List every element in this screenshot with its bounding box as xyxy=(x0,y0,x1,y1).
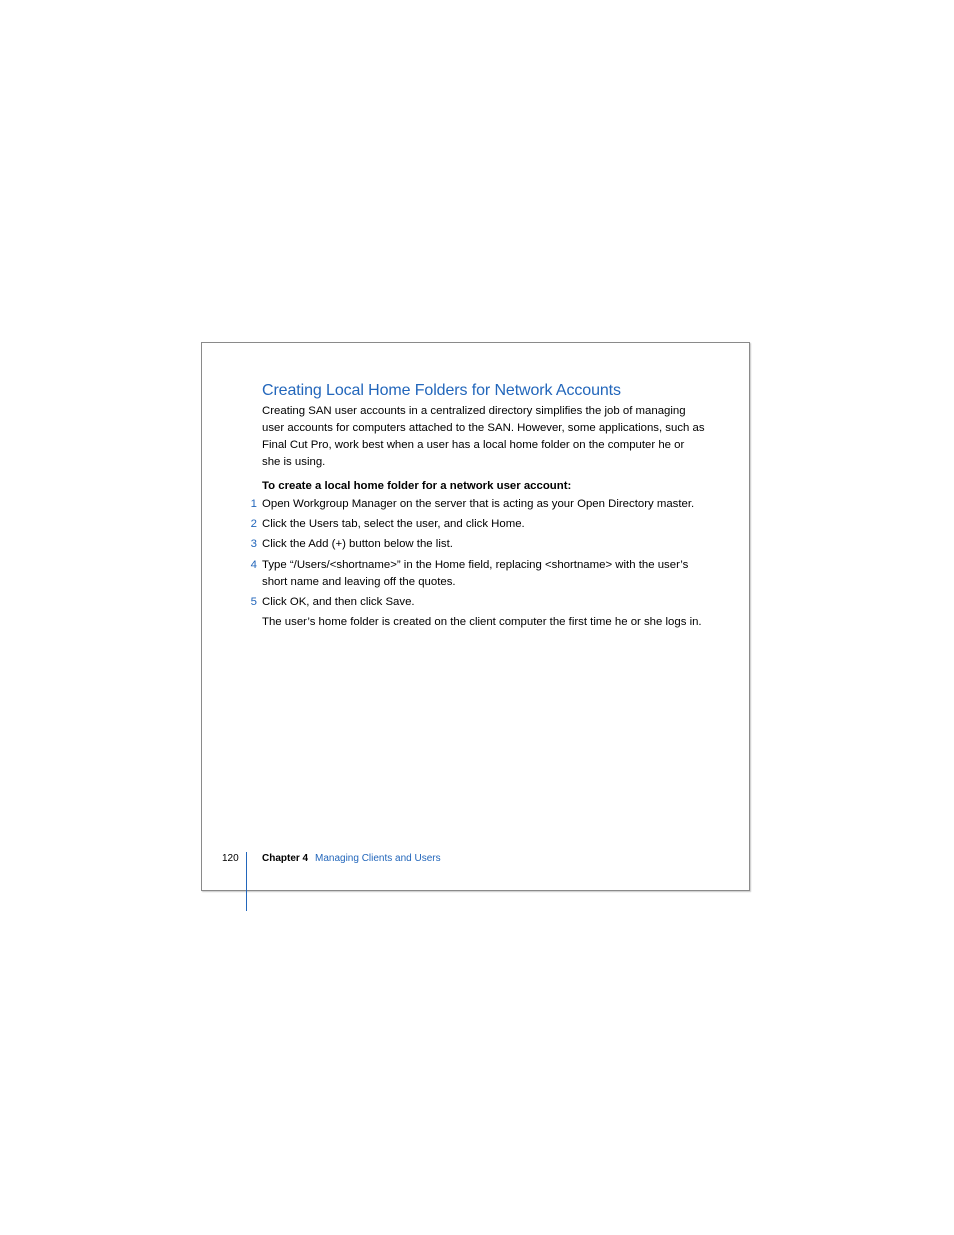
step-item xyxy=(240,496,710,513)
step-text: Click the Users tab, select the user, and click Home. xyxy=(262,518,525,530)
step-item xyxy=(240,516,710,533)
step-number: 2 xyxy=(250,518,257,530)
intro-line: user accounts for computers attached to the SAN. However, some applications, such as xyxy=(262,422,705,434)
footer-chapter-title: Managing Clients and Users xyxy=(315,853,441,864)
intro-line: she is using. xyxy=(262,456,326,468)
step-text: Click OK, and then click Save. xyxy=(262,596,415,608)
step-number: 5 xyxy=(250,596,257,608)
intro-paragraph xyxy=(262,403,708,471)
step-text: Type “/Users/<shortname>” in the Home field, replacing <shortname> with the user’s xyxy=(262,559,689,571)
step-item xyxy=(240,594,710,611)
footer-chapter-label: Chapter 4 xyxy=(262,853,309,864)
result-text: The user’s home folder is created on the client computer the first time he or she logs in. xyxy=(262,616,702,628)
step-item xyxy=(240,536,710,553)
intro-line: Creating SAN user accounts in a centralized directory simplifies the job of managing xyxy=(262,405,686,417)
procedure-heading: To create a local home folder for a network user account: xyxy=(262,480,572,492)
step-text: Open Workgroup Manager on the server that is acting as your Open Directory master. xyxy=(262,498,695,510)
step-number: 4 xyxy=(250,559,257,571)
section-title: Creating Local Home Folders for Network Accounts xyxy=(262,382,621,399)
step-number: 3 xyxy=(250,538,257,550)
intro-line: Final Cut Pro, work best when a user has a local home folder on the computer he or xyxy=(262,439,685,451)
step-text: Click the Add (+) button below the list. xyxy=(262,538,453,550)
footer-rule xyxy=(246,852,247,911)
page-number: 120 xyxy=(222,853,239,864)
step-number: 1 xyxy=(250,498,257,510)
step-item xyxy=(240,557,710,591)
step-text: short name and leaving off the quotes. xyxy=(262,576,456,588)
